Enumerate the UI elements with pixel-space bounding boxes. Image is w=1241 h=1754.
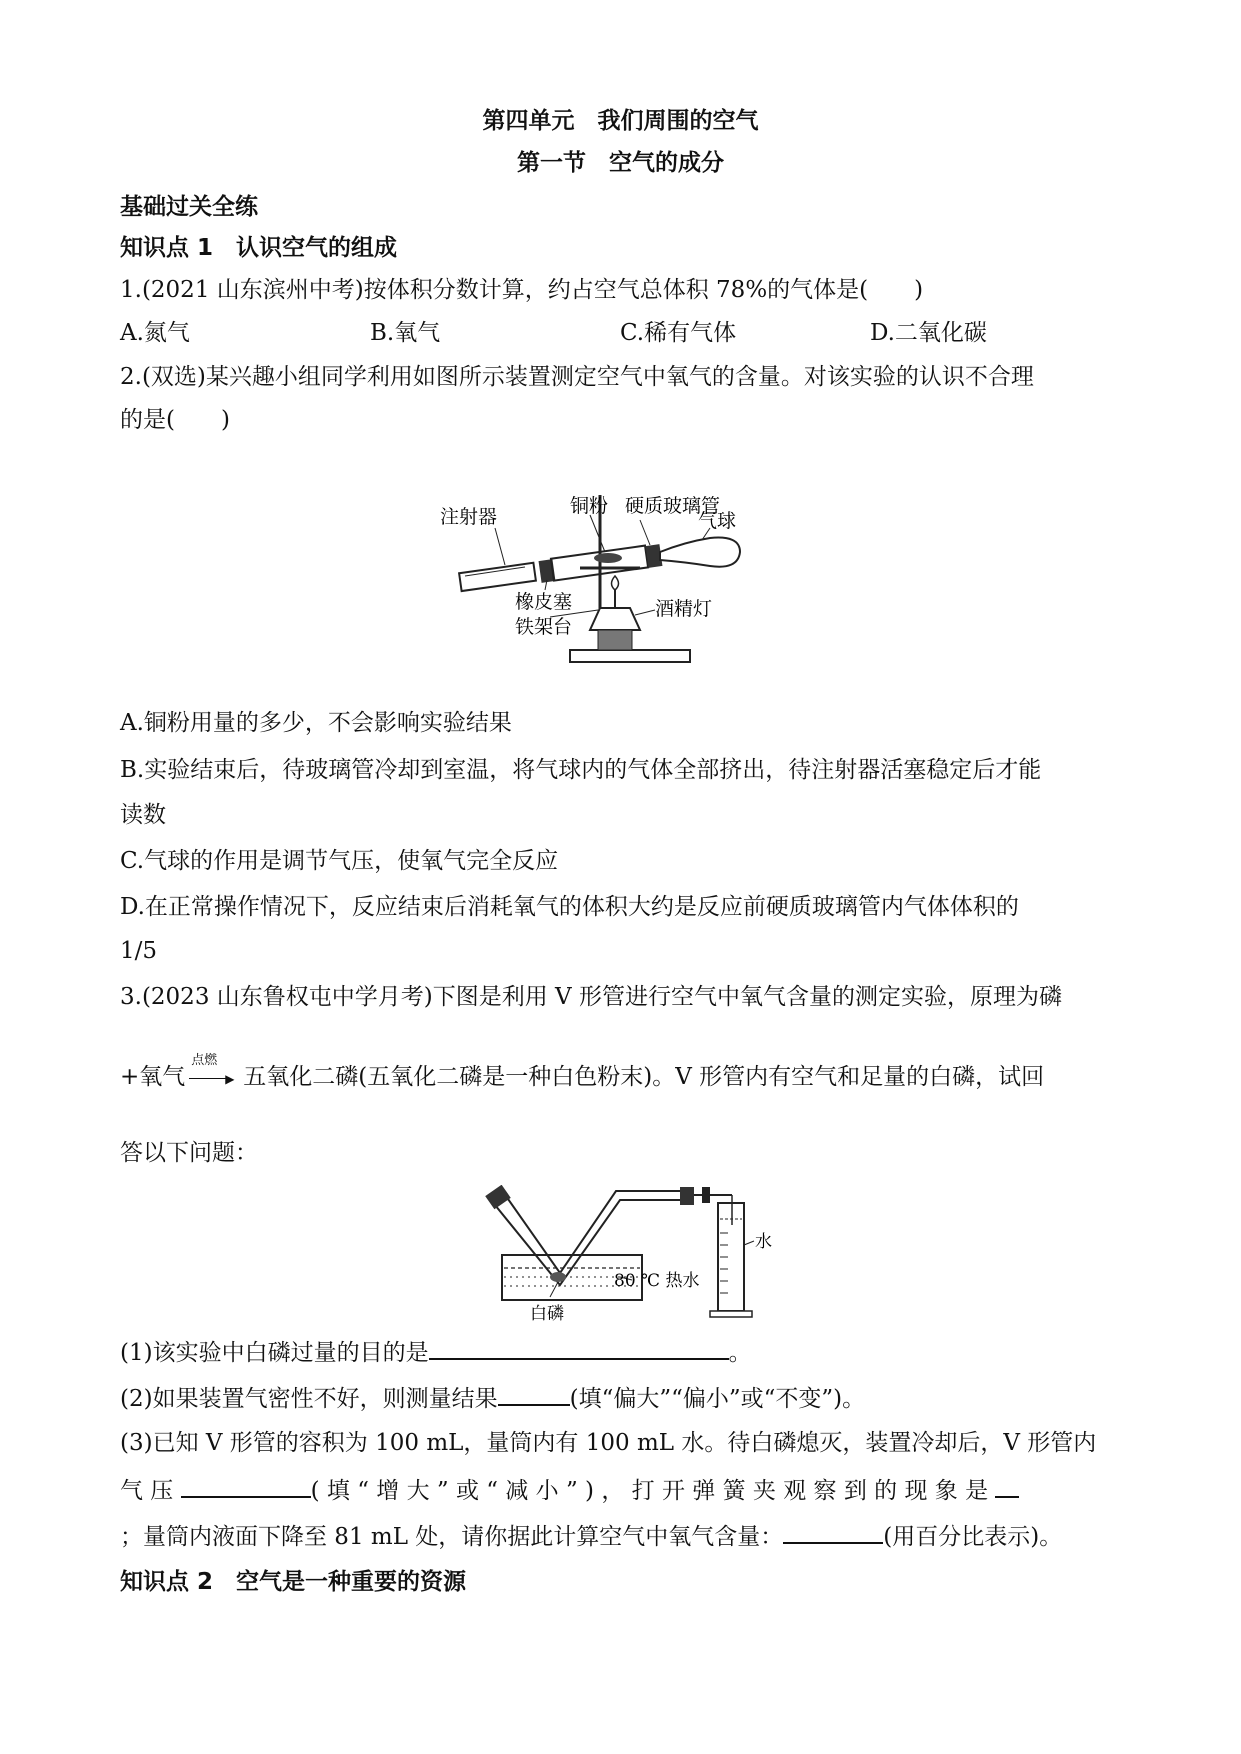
answer-blank-2[interactable] — [498, 1382, 570, 1406]
reaction-arrow — [187, 1053, 237, 1092]
q1-stem: 1.(2021 山东滨州中考)按体积分数计算，约占空气总体积 78%的气体是( ) — [120, 277, 924, 303]
answer-blank-3[interactable] — [181, 1474, 311, 1498]
label-tube: 硬质玻璃管 — [625, 495, 721, 517]
answer-blank-5[interactable] — [783, 1520, 883, 1544]
q3-v-tube-figure — [470, 1185, 780, 1325]
label-lamp: 酒精灯 — [655, 598, 713, 620]
q2-stem-line2: 的是( ) — [120, 407, 230, 433]
q3-stem-line1: 3.(2023 山东鲁权屯中学月考)下图是利用 V 形管进行空气中氧气含量的测定实验，原理为磷 — [120, 984, 1062, 1010]
q1-option-b: B.氧气 — [370, 320, 441, 346]
practice-heading: 基础过关全练 — [120, 194, 258, 220]
q2-option-b-line2: 读数 — [120, 802, 166, 828]
q3-sub3-line1: (3)已知 V 形管的容积为 100 mL，量筒内有 100 mL 水。待白磷熄灭，装置冷却后，V 形管内 — [120, 1430, 1097, 1456]
reaction-condition: 点燃 — [191, 1053, 218, 1068]
q2-option-a: A.铜粉用量的多少，不会影响实验结果 — [120, 710, 512, 736]
label-phosphorus: 白磷 — [530, 1304, 564, 1324]
section-title: 第一节 空气的成分 — [517, 150, 724, 176]
q2-stem-line1: 2.(双选)某兴趣小组同学利用如图所示装置测定空气中氧气的含量。对该实验的认识不合理 — [120, 364, 1034, 390]
q1-option-a: A.氮气 — [120, 320, 190, 346]
q2-option-d-line1: D.在正常操作情况下，反应结束后消耗氧气的体积大约是反应前硬质玻璃管内气体体积的 — [120, 894, 1019, 920]
knowledge-point-1-heading: 知识点 1 认识空气的组成 — [120, 235, 398, 261]
answer-blank-1[interactable] — [429, 1336, 729, 1360]
q3-equation-line — [120, 1053, 1045, 1092]
label-syringe: 注射器 — [440, 506, 498, 528]
q1-option-d: D.二氧化碳 — [870, 320, 987, 346]
q3-sub2: (2)如果装置气密性不好，则测量结果 (填“偏大”“偏小”或“不变”)。 — [120, 1382, 865, 1414]
q3-eq-right: 五氧化二磷(五氧化二磷是一种白色粉末)。V 形管内有空气和足量的白磷，试回 — [243, 1064, 1045, 1090]
q2-option-c: C.气球的作用是调节气压，使氧气完全反应 — [120, 848, 559, 874]
q3-sub3-line3: ；量筒内液面下降至 81 mL 处，请你据此计算空气中氧气含量： (用百分比表示)。 — [120, 1520, 1062, 1552]
label-copper: 铜粉 — [570, 495, 609, 517]
label-balloon: 气球 — [698, 510, 737, 532]
q2-apparatus-figure — [440, 490, 810, 670]
q2-option-d-line2: 1/5 — [120, 938, 158, 964]
label-water: 水 — [755, 1232, 772, 1252]
knowledge-point-2-heading: 知识点 2 空气是一种重要的资源 — [120, 1569, 467, 1595]
q3-eq-left: +氧气 — [120, 1064, 186, 1090]
q3-sub3-line2: 气 压 ( 填 “ 增 大 ” 或 “ 减 小 ” ) ， 打 开 弹 簧 夹 观 察 到 的 现 象 是 — [120, 1474, 1019, 1506]
q1-option-c: C.稀有气体 — [620, 320, 737, 346]
q2-option-b-line1: B.实验结束后，待玻璃管冷却到室温，将气球内的气体全部挤出，待注射器活塞稳定后才能 — [120, 757, 1042, 783]
label-stand: 铁架台 — [515, 616, 573, 638]
arrow-head-icon: ▶ — [225, 1072, 235, 1086]
label-stopper: 橡皮塞 — [515, 591, 573, 613]
q3-sub1: (1)该实验中白磷过量的目的是 。 — [120, 1336, 752, 1368]
answer-blank-4[interactable] — [995, 1474, 1019, 1498]
unit-title: 第四单元 我们周围的空气 — [482, 108, 759, 134]
label-hot-water: 80 ℃ 热水 — [614, 1271, 700, 1291]
q3-stem-line3: 答以下问题： — [120, 1140, 258, 1166]
